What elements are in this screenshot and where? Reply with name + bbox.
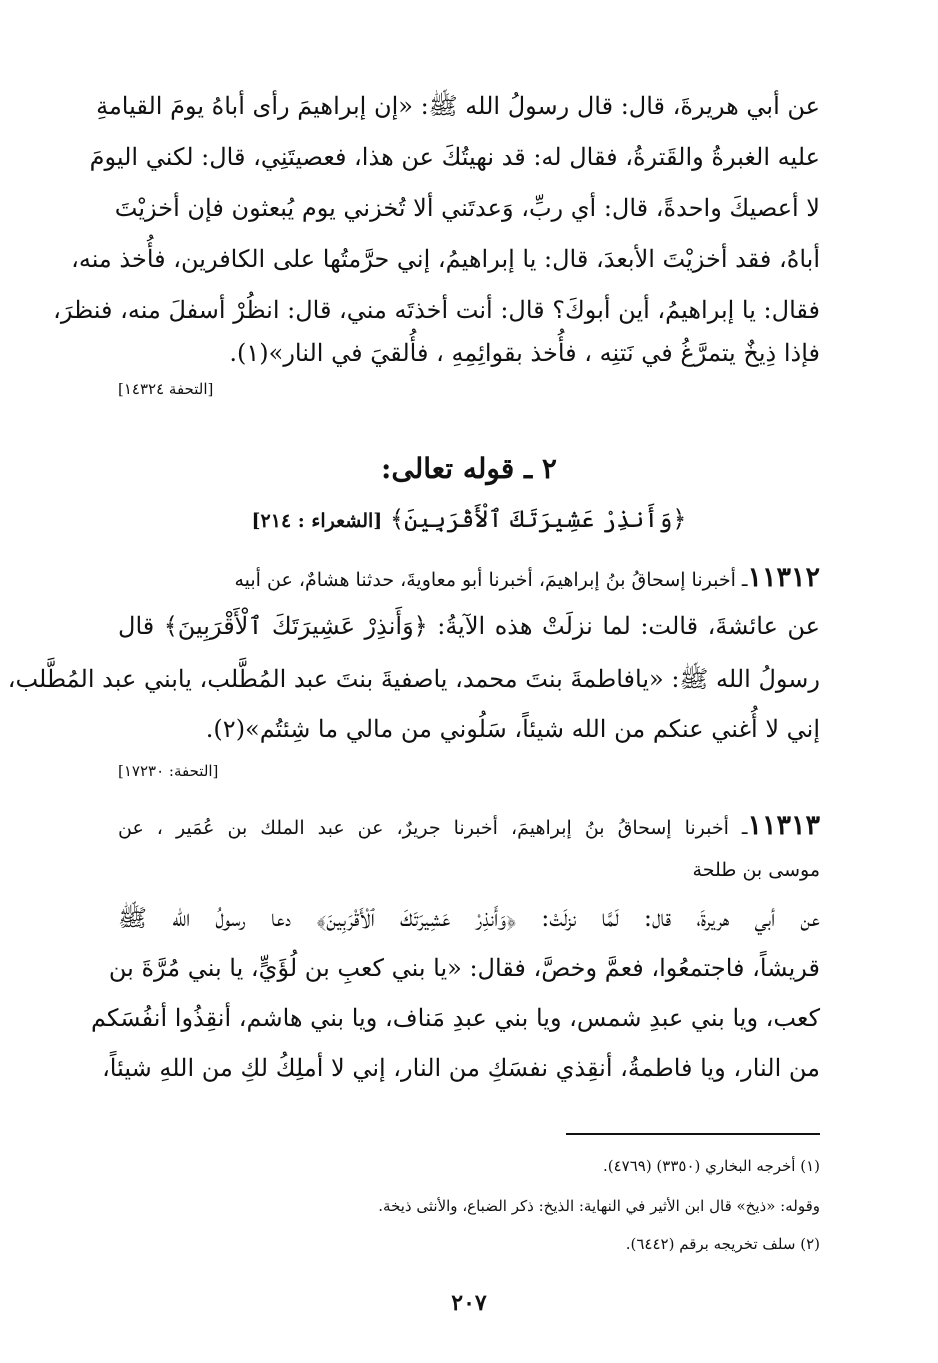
hadith-line	[118, 806, 820, 848]
footnote-divider	[566, 1133, 820, 1135]
isnad-text: ـ أخبرنا إسحاقُ بنُ إبراهيمَ، أخبرنا أبو معاويةَ، حدثنا هشامٌ، عن أبيه	[234, 569, 748, 591]
text-line: عن أبي هريرةَ، قال: قال رسولُ الله ﷺ: «إن إبراهيمَ رأى أباهُ يومَ القيامةِ	[96, 92, 820, 120]
text-line: كعب، ويا بني عبدِ شمس، ويا بني عبدِ مَناف، ويا بني هاشم، أنقِذُوا أنفُسَكم	[91, 1004, 820, 1032]
verse-line	[0, 505, 938, 533]
section-heading: ٢ ـ قوله تعالى:	[381, 452, 557, 485]
isnad-text: ـ أخبرنا إسحاقُ بنُ إبراهيمَ، أخبرنا جريرٌ، عن عبد الملك بن عُمَير ، عن	[118, 817, 748, 839]
text-line: إني لا أُغني عنكم من الله شيئاً، سَلُوني من مالي ما شِئتُم»(٢).	[205, 715, 820, 743]
quran-verse: ﴿وَأَنذِرْ عَشِيرَتَكَ ٱلْأَقْرَبِينَ﴾	[389, 505, 687, 533]
text-line: عليه الغبرةُ والقَترةُ، فقال له: قد نهيتُكَ عن هذا، فعصيتَنِي، قال: لكني اليومَ	[89, 143, 820, 171]
text-line: عن أبي هريرةَ، قال: لَمَّا نزلَتْ: ﴿وَأَنذِرْ عَشِيرَتَكَ ٱلْأَقْرَبِينَ﴾ دعا رسولُ الله ﷺ	[118, 904, 820, 932]
text-line: رسولُ الله ﷺ: «يافاطمةَ بنتَ محمد، ياصفيةَ بنتَ عبد المُطَّلب، يابني عبد المُطَّلب،	[7, 665, 820, 693]
footnote: (٢) سلف تخريجه برقم (٦٤٤٢).	[625, 1235, 820, 1253]
text-line: فقال: يا إبراهيمُ، أين أبوكَ؟ قال: أنت أخذتَه مني، قال: انظُرْ أسفلَ منه، فنظرَ،	[53, 296, 820, 324]
hadith-line	[118, 558, 820, 600]
text-line: من النار، ويا فاطمةُ، أنقِذي نفسَكِ من النار، إني لا أملِكُ لكِ من اللهِ شيئاً،	[102, 1054, 820, 1082]
text-line: موسى بن طلحة	[692, 859, 820, 881]
footnote: وقوله: «ذيخ» قال ابن الأثير في النهاية: الذيخ: ذكر الضباع، والأنثى ذيخة.	[378, 1197, 820, 1215]
text-line: فإذا ذِيخٌ يتمرَّغُ في نَتنِه ، فأُخذ بقوائِمِهِ ، فأُلقيَ في النار»(١).	[229, 339, 820, 367]
hadith-number: ١١٣١٣	[747, 810, 820, 841]
text-line: أباهُ، فقد أخزيْتَ الأبعدَ، قال: يا إبراهيمُ، إني حرَّمتُها على الكافرين، فأُخذ منه،	[71, 245, 820, 273]
tuhfa-reference: [التحفة: ١٧٢٣٠]	[118, 762, 219, 780]
footnote: (١) أخرجه البخاري (٣٣٥٠) (٤٧٦٩).	[602, 1157, 820, 1175]
page-number: ٢٠٧	[451, 1290, 487, 1316]
tuhfa-reference: [التحفة ١٤٣٢٤]	[118, 380, 214, 398]
text-line: عن عائشةَ، قالت: لما نزلَتْ هذه الآيةُ: ﴿وَأَنذِرْ عَشِيرَتَكَ ٱلْأَقْرَبِينَ﴾ قال	[118, 612, 820, 640]
text-line: قريشاً، فاجتمعُوا، فعمَّ وخصَّ، فقال: «يا بني كعبِ بن لُؤَيٍّ، يا بني مُرَّةَ بن	[108, 954, 820, 982]
text-line: لا أعصيكَ واحدةً، قال: أي ربِّ، وَعدتَني ألا تُخزني يوم يُبعثون فإن أخزيْتَ	[114, 194, 820, 222]
verse-reference: [الشعراء : ٢١٤]	[251, 510, 383, 532]
hadith-number: ١١٣١٢	[747, 562, 820, 593]
